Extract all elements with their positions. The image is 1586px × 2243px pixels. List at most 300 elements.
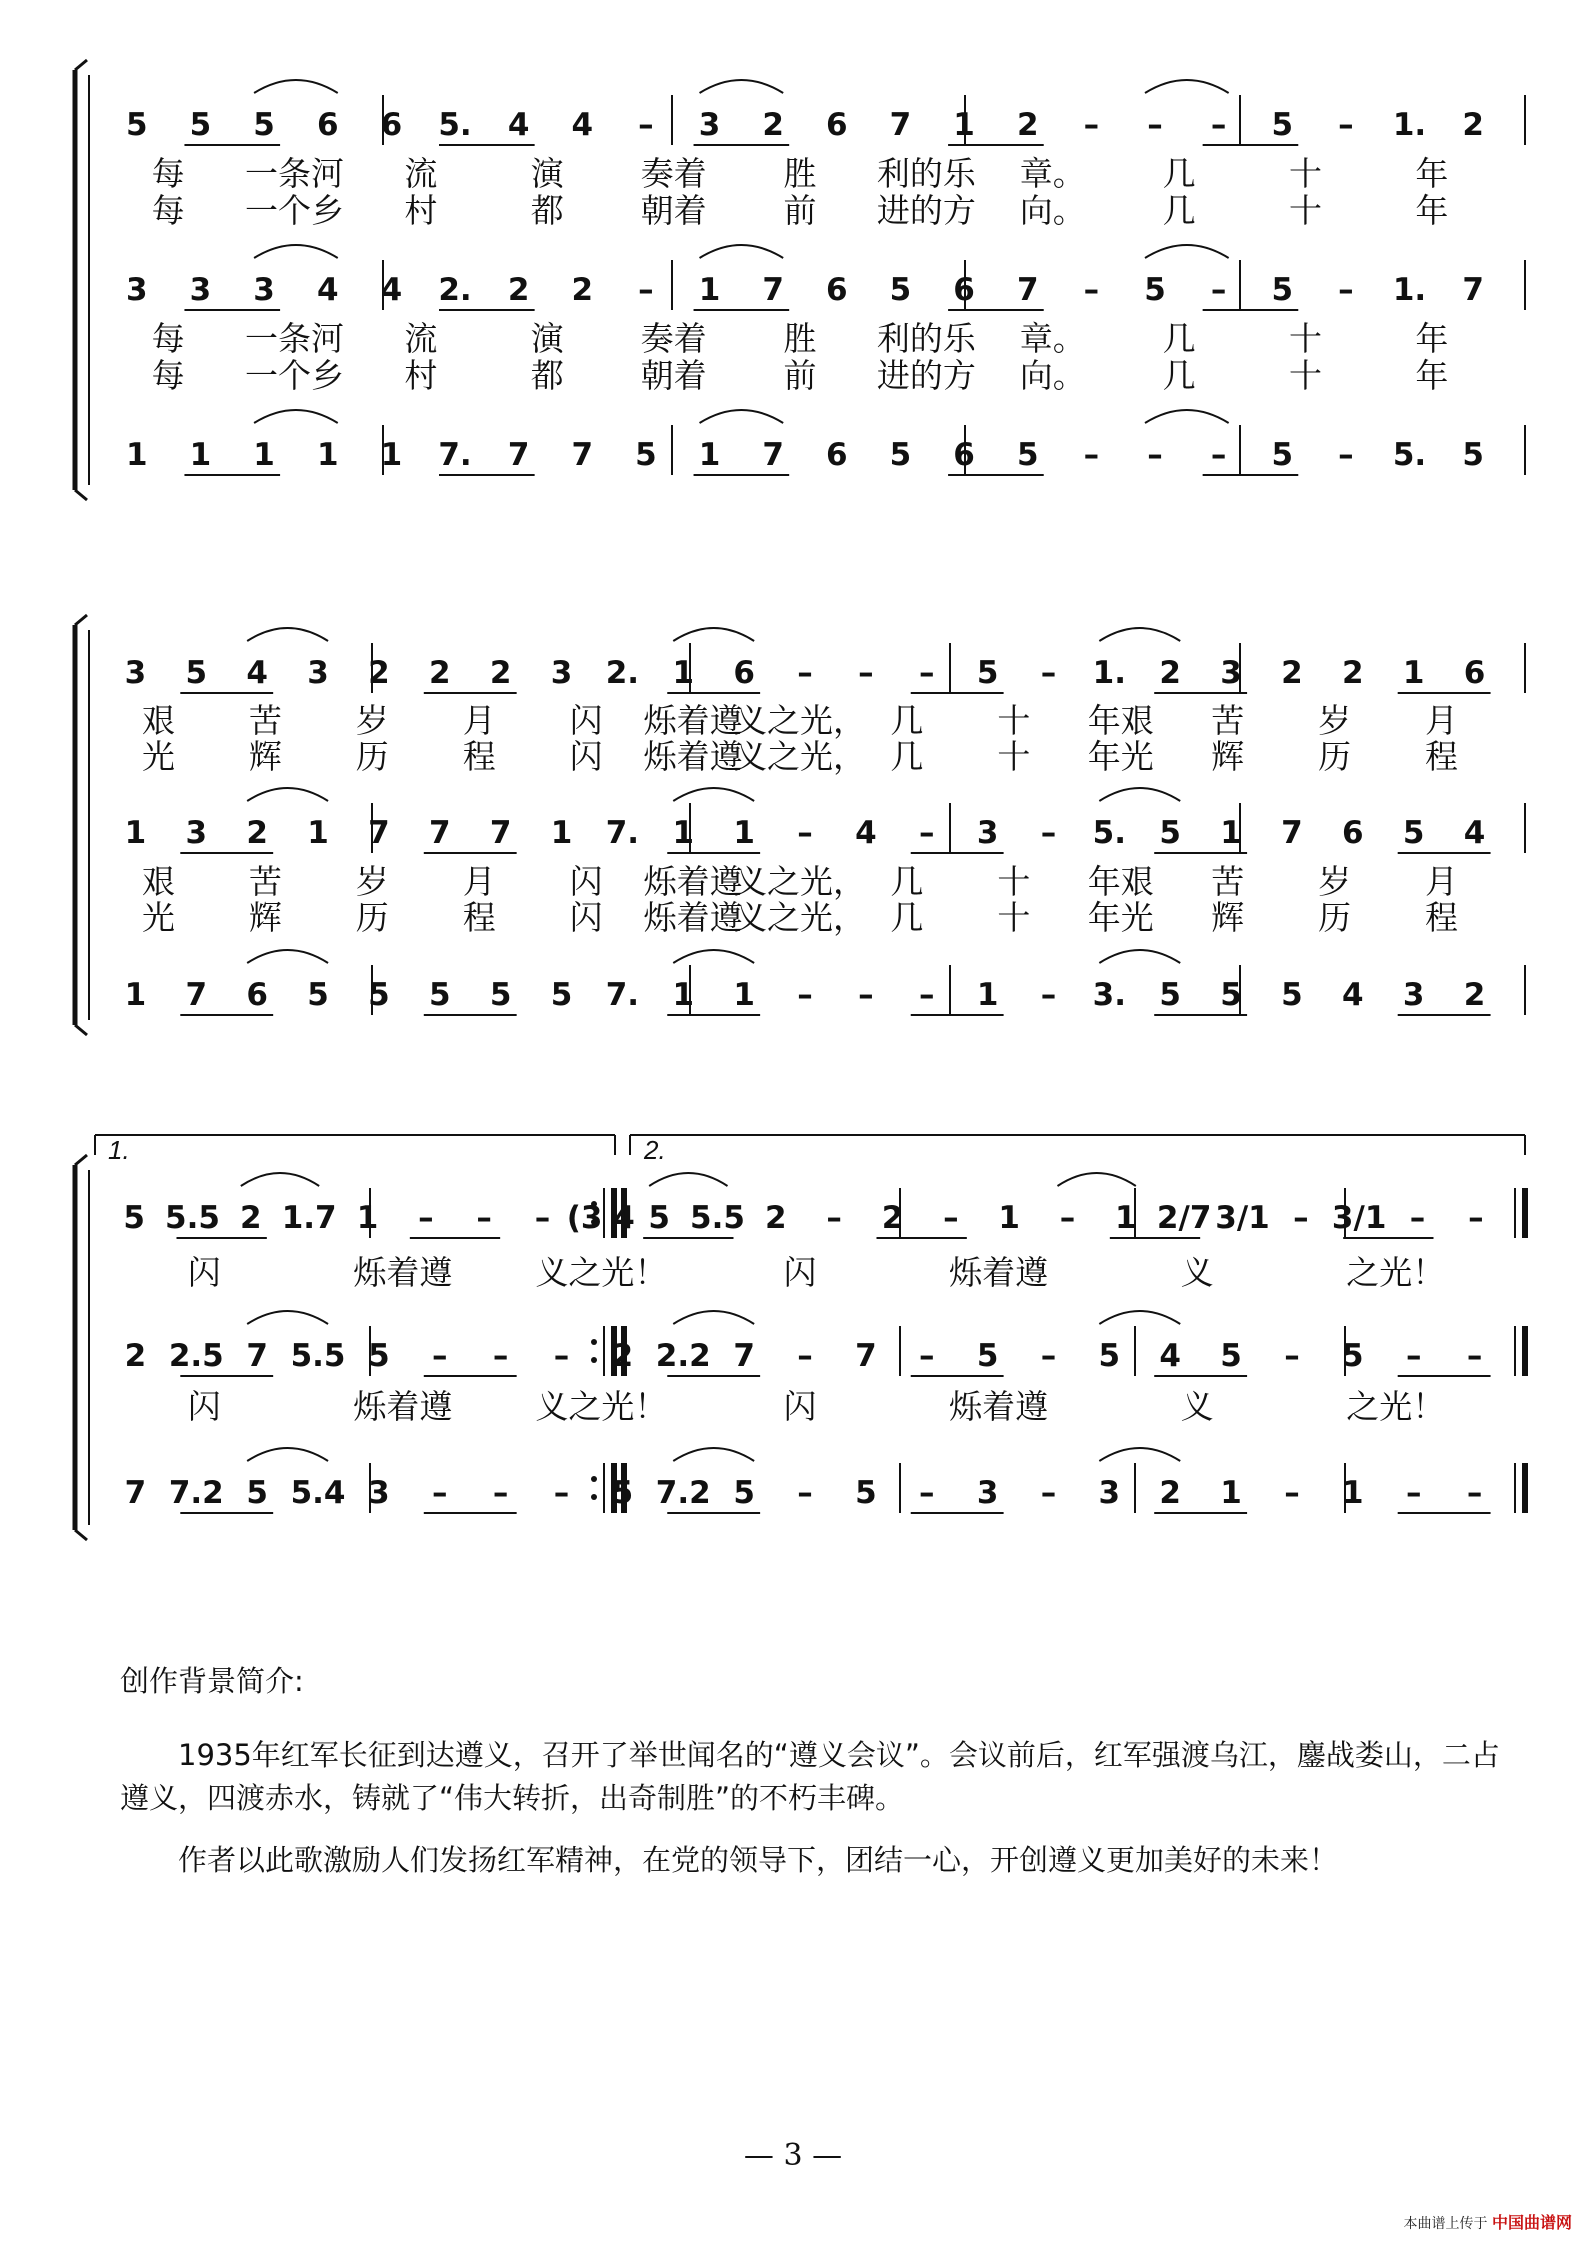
note: 2 bbox=[368, 655, 390, 691]
note: 5 bbox=[1098, 1338, 1121, 1374]
note: – bbox=[638, 272, 654, 308]
tie-arc bbox=[700, 80, 784, 93]
note: 5. bbox=[438, 107, 472, 143]
tie-arc bbox=[254, 410, 338, 423]
note: 1. bbox=[1392, 272, 1427, 308]
note: 5 bbox=[189, 107, 212, 143]
lyric-word: 闪 bbox=[783, 1253, 817, 1292]
note: 2 bbox=[1462, 107, 1484, 143]
note: 7.2 bbox=[168, 1475, 224, 1511]
note: 3 bbox=[550, 655, 573, 691]
note: 2/7 bbox=[1156, 1200, 1212, 1236]
note: 1 bbox=[1220, 1475, 1242, 1511]
lyric-word: 义 bbox=[1180, 1387, 1214, 1426]
lyric-word: 进的方 bbox=[876, 356, 976, 395]
credit-prefix: 本曲谱上传于 bbox=[1403, 2216, 1488, 2232]
note: 7 bbox=[1462, 272, 1484, 308]
bracket-bottom-hook bbox=[75, 490, 87, 500]
note: – bbox=[797, 1475, 813, 1511]
tie-arc bbox=[673, 788, 754, 801]
lyric-word: 程 bbox=[1425, 898, 1459, 937]
lyric-word: 演 bbox=[530, 154, 564, 193]
tie-arc bbox=[673, 1448, 754, 1461]
note: 3 bbox=[126, 272, 148, 308]
note: 1 bbox=[1342, 1475, 1364, 1511]
note: 7 bbox=[571, 437, 594, 473]
note: – bbox=[1210, 272, 1227, 308]
note: – bbox=[918, 655, 935, 691]
lyric-word: 朝着 bbox=[640, 356, 707, 395]
tie-arc bbox=[247, 628, 328, 641]
lyric-word: 几 bbox=[1162, 154, 1196, 193]
note: 3 bbox=[189, 272, 212, 308]
lyric-word: 向。 bbox=[1019, 191, 1086, 230]
note: 2 bbox=[762, 107, 784, 143]
tie-arc bbox=[649, 1173, 727, 1186]
note: – bbox=[918, 977, 935, 1013]
note: 6 bbox=[826, 437, 848, 473]
note: 3 bbox=[307, 655, 329, 691]
note: – bbox=[1147, 437, 1163, 473]
note: – bbox=[1059, 1200, 1076, 1236]
note: 7 bbox=[1016, 272, 1039, 308]
lyric-word: 义之光， bbox=[734, 737, 866, 776]
note: 2 bbox=[124, 1338, 147, 1374]
note: 1 bbox=[698, 437, 721, 473]
note: 6 bbox=[1342, 815, 1364, 851]
tie-arc bbox=[1099, 628, 1180, 641]
repeat-dot bbox=[591, 1494, 597, 1500]
note: 3 bbox=[698, 107, 721, 143]
lyric-word: 艰 bbox=[141, 862, 175, 901]
note: 5 bbox=[126, 107, 148, 143]
note: 5 bbox=[428, 977, 451, 1013]
lyric-word: 辉 bbox=[248, 898, 282, 937]
note: 5. bbox=[1092, 815, 1127, 851]
note: 4 bbox=[1342, 977, 1364, 1013]
note: 1 bbox=[698, 272, 721, 308]
lyric-word: 几 bbox=[1162, 356, 1196, 395]
note: 7 bbox=[733, 1338, 755, 1374]
note: 2.2 bbox=[655, 1338, 711, 1374]
repeat-dot bbox=[591, 1357, 597, 1363]
note: – bbox=[1083, 107, 1100, 143]
note: 3 bbox=[368, 1475, 390, 1511]
note: 5 bbox=[1271, 272, 1294, 308]
tie-arc bbox=[700, 410, 784, 423]
lyric-word: 朝着 bbox=[640, 191, 707, 230]
note: – bbox=[943, 1200, 959, 1236]
note: – bbox=[1468, 1200, 1484, 1236]
note: 5 bbox=[246, 1475, 268, 1511]
note: – bbox=[1466, 1338, 1483, 1374]
note: – bbox=[492, 1338, 509, 1374]
note: 2 bbox=[240, 1200, 262, 1236]
lyric-word: 苦 bbox=[1211, 862, 1245, 901]
lyric-word: 十 bbox=[1288, 154, 1322, 193]
lyric-word: 月 bbox=[462, 862, 496, 901]
upload-credit bbox=[1404, 2210, 1572, 2233]
note: 5 bbox=[635, 437, 657, 473]
lyric-word: 十 bbox=[1288, 319, 1322, 358]
lyric-word: 一个乡 bbox=[245, 356, 345, 395]
lyric-word: 年 bbox=[1415, 154, 1449, 193]
page-number: — 3 — bbox=[743, 2138, 843, 2173]
note: – bbox=[476, 1200, 492, 1236]
lyric-word: 胜 bbox=[783, 154, 817, 193]
lyric-word: 十 bbox=[1288, 356, 1322, 395]
note: 6 bbox=[733, 655, 755, 691]
note: 1 bbox=[380, 437, 403, 473]
background-paragraph-2: 作者以此歌激励人们发扬红军精神，在党的领导下，团结一心，开创遵义更加美好的未来！ bbox=[178, 1842, 1339, 1877]
note: 5 bbox=[976, 655, 999, 691]
note: – bbox=[1040, 977, 1057, 1013]
lyric-word: 闪 bbox=[187, 1253, 221, 1292]
tie-arc bbox=[247, 788, 328, 801]
lyric-word: 年艰 bbox=[1087, 862, 1154, 901]
lyric-word: 进的方 bbox=[876, 191, 976, 230]
note: 2 bbox=[246, 815, 268, 851]
note: 7. bbox=[605, 977, 640, 1013]
note: – bbox=[918, 1338, 935, 1374]
note: 1 bbox=[126, 437, 148, 473]
lyric-word: 苦 bbox=[248, 701, 282, 740]
lyric-word: 岁 bbox=[355, 862, 389, 901]
note: – bbox=[492, 1475, 509, 1511]
lyric-word: 年 bbox=[1415, 319, 1449, 358]
note: – bbox=[1210, 437, 1227, 473]
note: 7 bbox=[1281, 815, 1303, 851]
note: – bbox=[432, 1475, 448, 1511]
tie-arc bbox=[673, 950, 754, 963]
note: – bbox=[1210, 107, 1227, 143]
lyric-word: 程 bbox=[1425, 737, 1459, 776]
lyric-word: 一条河 bbox=[245, 319, 345, 358]
ending-1-label: 1. bbox=[108, 1135, 130, 1165]
lyric-word: 几 bbox=[1162, 191, 1196, 230]
lyric-word: 烁着遵 bbox=[643, 737, 743, 776]
lyric-word: 每 bbox=[151, 356, 185, 395]
note: – bbox=[418, 1200, 434, 1236]
note: 1 bbox=[998, 1200, 1020, 1236]
note: – bbox=[797, 815, 813, 851]
note: 4 bbox=[1159, 1338, 1182, 1374]
lyric-word: 月 bbox=[1425, 862, 1459, 901]
note: 3 bbox=[253, 272, 275, 308]
tie-arc bbox=[254, 245, 338, 258]
note: 3 bbox=[124, 655, 147, 691]
lyric-word: 闪 bbox=[783, 1387, 817, 1426]
note: 2 bbox=[881, 1200, 904, 1236]
note: 2.5 bbox=[168, 1338, 224, 1374]
note: 6 bbox=[246, 977, 268, 1013]
lyric-word: 烁着遵 bbox=[643, 701, 743, 740]
lyric-word: 年 bbox=[1415, 191, 1449, 230]
note: 1 bbox=[672, 977, 695, 1013]
note: 4 bbox=[246, 655, 268, 691]
lyric-word: 闪 bbox=[569, 862, 603, 901]
note: 1 bbox=[307, 815, 329, 851]
lyric-word: 历 bbox=[1318, 737, 1352, 776]
note: – bbox=[797, 655, 813, 691]
note: 5 bbox=[550, 977, 573, 1013]
note: 5 bbox=[976, 1338, 999, 1374]
note: 1 bbox=[550, 815, 573, 851]
lyric-word: 烁着遵 bbox=[643, 898, 743, 937]
lyric-word: 烁着遵 bbox=[353, 1253, 453, 1292]
note: 5 bbox=[1342, 1338, 1364, 1374]
lyric-word: 几 bbox=[890, 737, 924, 776]
note: 7 bbox=[489, 815, 512, 851]
note: 3 bbox=[1220, 655, 1242, 691]
note: – bbox=[797, 1338, 813, 1374]
note: (3 4 bbox=[566, 1200, 635, 1236]
lyric-word: 闪 bbox=[569, 898, 603, 937]
note: – bbox=[1338, 437, 1354, 473]
note: 3/1 bbox=[1331, 1200, 1387, 1236]
lyric-word: 历 bbox=[1318, 898, 1352, 937]
note: 3 bbox=[1098, 1475, 1121, 1511]
note: 2 bbox=[765, 1200, 787, 1236]
note: 5 bbox=[368, 977, 390, 1013]
lyric-word: 之光！ bbox=[1346, 1387, 1446, 1426]
note: 2 bbox=[428, 655, 451, 691]
note: 6 bbox=[826, 107, 848, 143]
tie-arc bbox=[247, 950, 328, 963]
note: 4 bbox=[507, 107, 530, 143]
note: 5 bbox=[1159, 977, 1182, 1013]
lyric-word: 年光 bbox=[1087, 898, 1154, 937]
note: 5 bbox=[368, 1338, 390, 1374]
tie-arc bbox=[1058, 1173, 1136, 1186]
note: 1.7 bbox=[281, 1200, 337, 1236]
note: 5 bbox=[611, 1475, 634, 1511]
note: 4 bbox=[1463, 815, 1486, 851]
note: 5 bbox=[1220, 1338, 1242, 1374]
tie-arc bbox=[247, 1448, 328, 1461]
note: 5 bbox=[1144, 272, 1166, 308]
note: – bbox=[553, 1475, 570, 1511]
tie-arc bbox=[1099, 1311, 1180, 1324]
note: – bbox=[1338, 272, 1354, 308]
lyric-word: 年艰 bbox=[1087, 701, 1154, 740]
lyric-word: 村 bbox=[404, 191, 438, 230]
repeat-dot bbox=[591, 1339, 597, 1345]
note: 7 bbox=[889, 107, 912, 143]
note: 6 bbox=[953, 272, 975, 308]
lyric-word: 历 bbox=[355, 737, 389, 776]
note: 7 bbox=[762, 437, 784, 473]
lyric-word: 胜 bbox=[783, 319, 817, 358]
lyric-word: 流 bbox=[404, 154, 438, 193]
lyric-word: 光 bbox=[141, 898, 175, 937]
note: 7. bbox=[605, 815, 640, 851]
note: 5.5 bbox=[290, 1338, 346, 1374]
lyric-word: 前 bbox=[783, 191, 817, 230]
note: – bbox=[1083, 437, 1100, 473]
note: 1 bbox=[953, 107, 975, 143]
lyric-word: 艰 bbox=[141, 701, 175, 740]
note: 1 bbox=[316, 437, 339, 473]
note: 6 bbox=[826, 272, 848, 308]
note: 1 bbox=[124, 815, 147, 851]
note: – bbox=[638, 107, 654, 143]
lyric-word: 辉 bbox=[248, 737, 282, 776]
lyric-word: 辉 bbox=[1211, 737, 1245, 776]
note: 2 bbox=[1016, 107, 1039, 143]
note: 2 bbox=[1342, 655, 1364, 691]
bracket-top-hook bbox=[75, 1155, 87, 1165]
lyric-word: 辉 bbox=[1211, 898, 1245, 937]
lyric-word: 几 bbox=[890, 898, 924, 937]
note: 1. bbox=[1092, 655, 1127, 691]
tie-arc bbox=[700, 245, 784, 258]
note: – bbox=[858, 977, 874, 1013]
tie-arc bbox=[1145, 245, 1229, 258]
note: 7 bbox=[855, 1338, 877, 1374]
note: 2 bbox=[489, 655, 512, 691]
note: 2 bbox=[507, 272, 530, 308]
note: 1 bbox=[189, 437, 212, 473]
note: 5 bbox=[889, 437, 912, 473]
note: 1 bbox=[733, 815, 755, 851]
note: – bbox=[918, 815, 935, 851]
tie-arc bbox=[1145, 410, 1229, 423]
note: – bbox=[1040, 1338, 1057, 1374]
note: – bbox=[1293, 1200, 1309, 1236]
note: 5 bbox=[1271, 107, 1294, 143]
lyric-word: 月 bbox=[1425, 701, 1459, 740]
note: 2. bbox=[605, 655, 640, 691]
lyric-word: 义之光！ bbox=[535, 1387, 668, 1426]
lyric-word: 程 bbox=[462, 898, 496, 937]
lyric-word: 岁 bbox=[1318, 701, 1352, 740]
lyric-word: 十 bbox=[997, 737, 1031, 776]
note: 2 bbox=[1281, 655, 1303, 691]
note: 1 bbox=[1115, 1200, 1137, 1236]
note: 5 bbox=[1281, 977, 1303, 1013]
tie-arc bbox=[1145, 80, 1229, 93]
lyric-word: 十 bbox=[997, 898, 1031, 937]
note: 1 bbox=[672, 815, 695, 851]
note: 7. bbox=[438, 437, 472, 473]
lyric-word: 年 bbox=[1415, 356, 1449, 395]
note: – bbox=[534, 1200, 551, 1236]
note: 2 bbox=[571, 272, 594, 308]
note: 5 bbox=[1016, 437, 1039, 473]
note: – bbox=[1405, 1338, 1422, 1374]
lyric-word: 十 bbox=[997, 701, 1031, 740]
note: 5 bbox=[1159, 815, 1182, 851]
note: 5 bbox=[307, 977, 329, 1013]
lyric-word: 岁 bbox=[355, 701, 389, 740]
note: 1 bbox=[124, 977, 147, 1013]
lyric-word: 闪 bbox=[569, 737, 603, 776]
lyric-word: 都 bbox=[530, 191, 564, 230]
note: 5 bbox=[123, 1200, 145, 1236]
note: 2 bbox=[611, 1338, 634, 1374]
note: 5 bbox=[1462, 437, 1484, 473]
note: 5.5 bbox=[690, 1200, 745, 1236]
note: – bbox=[1405, 1475, 1422, 1511]
lyric-word: 奏着 bbox=[640, 319, 707, 358]
lyric-word: 之光！ bbox=[1346, 1253, 1446, 1292]
note: 2 bbox=[1159, 1475, 1182, 1511]
note: – bbox=[1040, 1475, 1057, 1511]
note: 5 bbox=[889, 272, 912, 308]
note: 7 bbox=[185, 977, 208, 1013]
lyric-word: 苦 bbox=[1211, 701, 1245, 740]
lyric-word: 利的乐 bbox=[876, 319, 976, 358]
lyric-word: 每 bbox=[151, 191, 185, 230]
note: 3 bbox=[185, 815, 208, 851]
note: 5.4 bbox=[290, 1475, 346, 1511]
note: 5 bbox=[253, 107, 275, 143]
note: 1 bbox=[1220, 815, 1242, 851]
note: – bbox=[797, 977, 813, 1013]
note: 5 bbox=[1271, 437, 1294, 473]
note: 7 bbox=[507, 437, 530, 473]
ending-2-label: 2. bbox=[644, 1135, 666, 1165]
note: – bbox=[1040, 655, 1057, 691]
note: 3/1 bbox=[1215, 1200, 1270, 1236]
note: – bbox=[826, 1200, 842, 1236]
note: – bbox=[432, 1338, 448, 1374]
note: 6 bbox=[380, 107, 403, 143]
tie-arc bbox=[1099, 950, 1180, 963]
note: 1 bbox=[1402, 655, 1425, 691]
tie-arc bbox=[1099, 1448, 1180, 1461]
lyric-word: 历 bbox=[355, 898, 389, 937]
note: 5 bbox=[733, 1475, 755, 1511]
note: 7 bbox=[428, 815, 451, 851]
note: 7 bbox=[246, 1338, 268, 1374]
lyric-word: 每 bbox=[151, 319, 185, 358]
lyric-word: 义之光， bbox=[734, 898, 866, 937]
repeat-dot bbox=[591, 1476, 597, 1482]
note: 4 bbox=[316, 272, 339, 308]
lyric-word: 前 bbox=[783, 356, 817, 395]
lyric-word: 十 bbox=[997, 862, 1031, 901]
background-notes bbox=[120, 1660, 1520, 1900]
note: – bbox=[1466, 1475, 1483, 1511]
lyric-word: 每 bbox=[151, 154, 185, 193]
note: 5 bbox=[1402, 815, 1425, 851]
site-logo: 中国曲谱网 bbox=[1491, 2213, 1572, 2232]
lyric-word: 义 bbox=[1180, 1253, 1214, 1292]
bracket-top-hook bbox=[75, 615, 87, 625]
lyric-word: 一个乡 bbox=[245, 191, 345, 230]
lyric-word: 月 bbox=[462, 701, 496, 740]
background-paragraph-1: 1935年红军长征到达遵义，召开了举世闻名的“遵义会议”。会议前后，红军强渡乌江，鏖战娄山，二占遵义，四渡赤水，铸就了“伟大转折，出奇制胜”的不朽丰碑。 bbox=[120, 1737, 1500, 1815]
lyric-word: 闪 bbox=[569, 701, 603, 740]
lyric-word: 章。 bbox=[1019, 319, 1086, 358]
lyric-word: 程 bbox=[462, 737, 496, 776]
lyric-word: 烁着遵 bbox=[949, 1253, 1049, 1292]
lyric-word: 村 bbox=[404, 356, 438, 395]
lyric-word: 光 bbox=[141, 737, 175, 776]
note: 4 bbox=[571, 107, 594, 143]
note: 5.5 bbox=[165, 1200, 220, 1236]
lyric-word: 岁 bbox=[1318, 862, 1352, 901]
lyric-word: 一条河 bbox=[245, 154, 345, 193]
note: 3 bbox=[976, 815, 999, 851]
note: 5 bbox=[489, 977, 512, 1013]
note: 1 bbox=[672, 655, 695, 691]
note: – bbox=[1083, 272, 1100, 308]
note: 7 bbox=[368, 815, 390, 851]
note: 7.2 bbox=[655, 1475, 711, 1511]
